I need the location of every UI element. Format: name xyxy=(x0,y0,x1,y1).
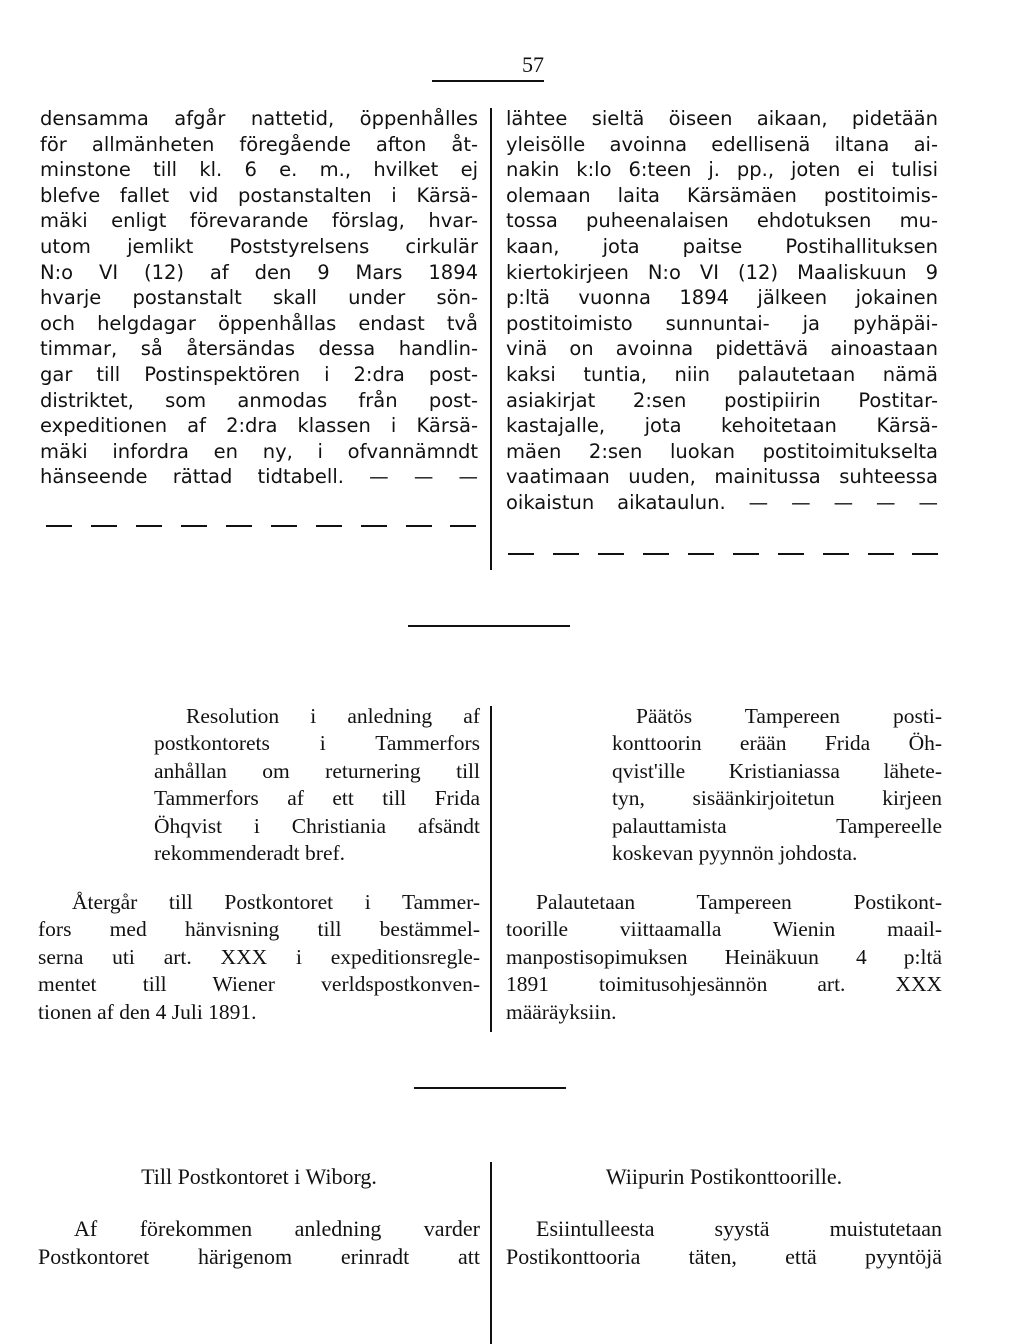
wiborg-body-finnish xyxy=(506,1215,942,1271)
text-line: mentet till Wiener verldspostkonven- xyxy=(38,972,480,997)
text-line: för allmänheten föregående afton åt- xyxy=(40,132,478,156)
column-divider-top xyxy=(490,108,492,570)
text-line: yleisölle avoinna edellisenä iltana ai- xyxy=(506,132,938,156)
text-line: Palautetaan Tampereen Postikont- xyxy=(536,890,942,914)
text-line: kaksi tuntia, niin palautetaan nämä xyxy=(506,362,938,386)
dash-row-right xyxy=(508,553,938,555)
heading-line: anhållan om returnering till xyxy=(154,758,480,783)
text-line: tionen af den 4 Juli 1891. xyxy=(38,999,257,1024)
text-line: expeditionen af 2:dra klassen i Kärsä- xyxy=(40,414,478,438)
column-divider-resolution xyxy=(490,706,492,1032)
page-number: 57 xyxy=(522,52,544,77)
text-line: nakin k:lo 6:teen j. pp., joten ei tulisi xyxy=(506,158,938,182)
text-line: hvarje postanstalt skall under sön- xyxy=(40,286,478,310)
page-number-rule xyxy=(432,80,544,82)
column-divider-wiborg xyxy=(490,1162,492,1344)
text-line: minstone till kl. 6 e. m., hvilket ej xyxy=(40,158,478,182)
text-line: lähtee sieltä öiseen aikaan, pidetään xyxy=(506,107,938,130)
text-line: fors med hänvisning till bestämmel- xyxy=(38,917,480,942)
text-line: Postkontoret härigenom erinradt att xyxy=(38,1244,480,1269)
heading-line: koskevan pyynnön johdosta. xyxy=(612,841,858,866)
text-line: vinä on avoinna pidettävä ainoastaan xyxy=(506,337,938,361)
text-line: p:ltä vuonna 1894 jälkeen jokainen xyxy=(506,286,938,310)
resolution-body-finnish xyxy=(506,889,942,1026)
text-line: kaan, jota paitse Postihallituksen xyxy=(506,234,938,258)
heading-line: konttoorin erään Frida Öh- xyxy=(612,731,942,756)
wiborg-body-swedish xyxy=(38,1215,480,1271)
heading-line: Tammerfors af ett till Frida xyxy=(154,786,480,811)
text-line: serna uti art. XXX i expeditionsregle- xyxy=(38,944,480,969)
resolution-heading-swedish xyxy=(38,703,480,867)
section-separator-2 xyxy=(414,1087,566,1089)
top-finnish-column xyxy=(506,106,938,516)
heading-line: palauttamista Tampereelle xyxy=(612,813,942,838)
text-line: vaatimaan uuden, mainitussa suhteessa xyxy=(506,465,938,489)
text-line: gar till Postinspektören i 2:dra post- xyxy=(40,362,478,386)
heading-line: Resolution i anledning af xyxy=(186,704,480,728)
text-line: postitoimisto sunnuntai- ja pyhäpäi- xyxy=(506,311,938,335)
resolution-body-swedish xyxy=(38,889,480,1026)
text-line: kiertokirjeen N:o VI (12) Maaliskuun 9 xyxy=(506,260,938,284)
top-swedish-column xyxy=(40,106,478,490)
wiborg-address-finnish: Wiipurin Postikonttoorille. xyxy=(605,1164,843,1189)
text-line: distriktet, som anmodas från post- xyxy=(40,388,478,412)
text-line: timmar, så återsändas dessa handlin- xyxy=(40,337,478,361)
heading-line: qvist'ille Kristianiassa lähete- xyxy=(612,758,942,783)
text-line: N:o VI (12) af den 9 Mars 1894 xyxy=(40,260,478,284)
text-line: asiakirjat 2:sen postipiirin Postitar- xyxy=(506,388,938,412)
text-line: mäki infordra en ny, i ofvannämndt xyxy=(40,439,478,463)
text-line: blefve fallet vid postanstalten i Kärsä- xyxy=(40,183,478,207)
heading-line: Öhqvist i Christiania afsändt xyxy=(154,813,480,838)
section-separator-1 xyxy=(408,625,570,627)
text-line: och helgdagar öppenhållas endast två xyxy=(40,311,478,335)
dash-row-left xyxy=(46,525,476,527)
text-line: mäki enligt förevarande förslag, hvar- xyxy=(40,209,478,233)
text-line: määräyksiin. xyxy=(506,999,617,1024)
heading-line: Päätös Tampereen posti- xyxy=(636,704,942,728)
text-line: densamma afgår nattetid, öppenhålles xyxy=(40,107,478,130)
resolution-heading-finnish xyxy=(506,703,942,867)
text-line: hänseende rättad tidtabell. — — — xyxy=(40,465,478,489)
heading-line: tyn, sisäänkirjoitetun kirjeen xyxy=(612,786,942,811)
text-line: kastajalle, jota kehoitetaan Kärsä- xyxy=(506,414,938,438)
text-line: toorille viittaamalla Wienin maail- xyxy=(506,917,942,942)
text-line: Återgår till Postkontoret i Tammer- xyxy=(72,890,480,914)
text-line: mäen 2:sen luokan postitoimitukselta xyxy=(506,439,938,463)
heading-line: rekommenderadt bref. xyxy=(154,841,346,866)
wiborg-address-swedish: Till Postkontoret i Wiborg. xyxy=(141,1164,377,1189)
text-line: Esiintulleesta syystä muistutetaan xyxy=(536,1216,942,1241)
text-line: Postikonttooria täten, että pyyntöjä xyxy=(506,1244,942,1269)
text-line: manpostisopimuksen Heinäkuun 4 p:ltä xyxy=(506,944,942,969)
text-line: 1891 toimitusohjesännön art. XXX xyxy=(506,972,942,997)
heading-line: postkontorets i Tammerfors xyxy=(154,731,480,756)
text-line: utom jemlikt Poststyrelsens cirkulär xyxy=(40,234,478,258)
text-line: Af förekommen anledning varder xyxy=(74,1216,480,1241)
text-line: tossa puheenalaisen ehdotuksen mu- xyxy=(506,209,938,233)
text-line: olemaan laita Kärsämäen postitoimis- xyxy=(506,183,938,207)
text-line: oikaistun aikataulun. — — — — — xyxy=(506,490,938,514)
